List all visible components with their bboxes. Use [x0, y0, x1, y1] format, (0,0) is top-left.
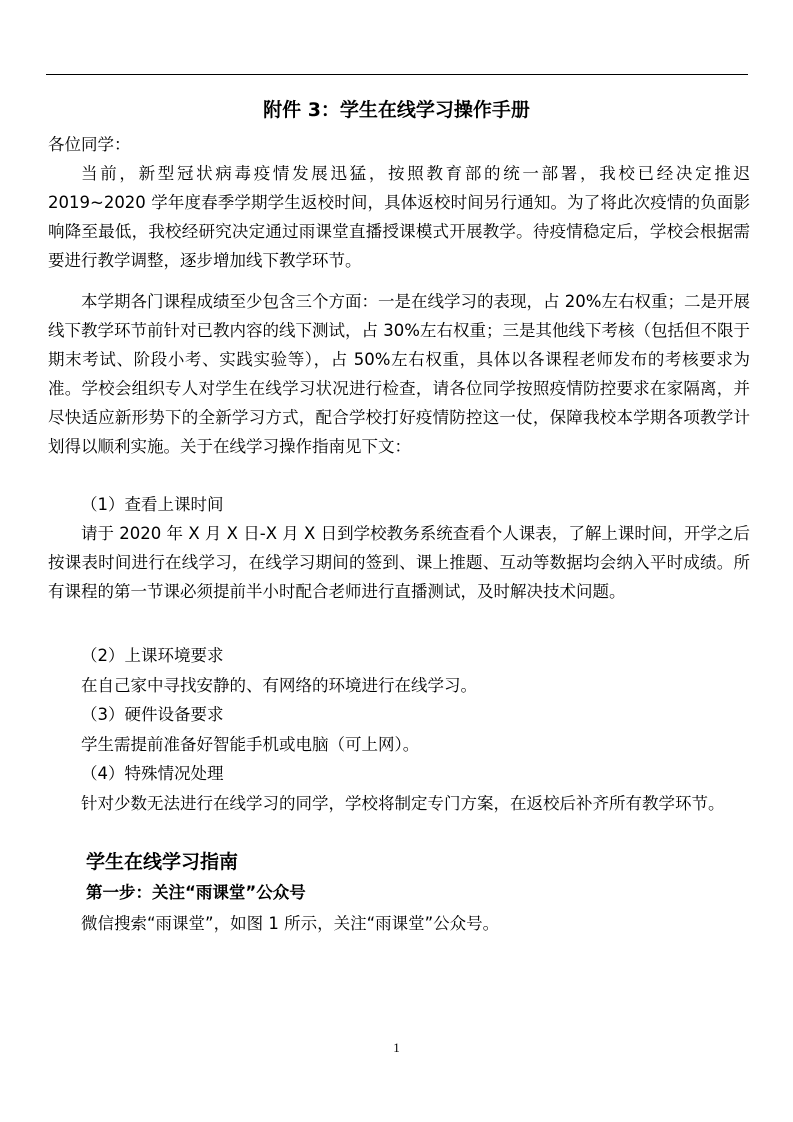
section-1-heading: （1）查看上课时间: [81, 495, 224, 514]
page-number: 1: [393, 1040, 400, 1055]
step-1-body: 微信搜索“雨课堂”，如图 1 所示，关注“雨课堂”公众号。: [81, 914, 500, 933]
section-2-body: 在自己家中寻找安静的、有网络的环境进行在线学习。: [81, 676, 477, 695]
section-3-heading: （3）硬件设备要求: [81, 705, 224, 724]
paragraph-intro: 当前，新型冠状病毒疫情发展迅猛，按照教育部的统一部署，我校已经决定推迟 2019~2020 学年度春季学期学生返校时间，具体返校时间另行通知。为了将此次疫情的负面影响降至最低，我校经研究决定通过雨课堂直播授课模式开展教学。待疫情稳定后，学校会根据需要进行教学调整，逐步增加线下教学环节。: [48, 164, 750, 270]
section-4-body: 针对少数无法进行在线学习的同学，学校将制定专门方案，在返校后补齐所有教学环节。: [81, 794, 725, 813]
section-1-body: 请于 2020 年 X 月 X 日-X 月 X 日到学校教务系统查看个人课表，了解上课时间，开学之后按课表时间进行在线学习，在线学习期间的签到、课上推题、互动等数据均会纳入平时成绩。所有课程的第一节课必须提前半小时配合老师进行直播测试，及时解决技术问题。: [48, 524, 750, 601]
greeting: 各位同学：: [48, 135, 131, 154]
section-4-heading: （4）特殊情况处理: [81, 764, 224, 783]
section-2-heading: （2）上课环境要求: [81, 646, 224, 665]
section-3-body: 学生需提前准备好智能手机或电脑（可上网）。: [81, 735, 420, 754]
step-1-title: 第一步：关注“雨课堂”公众号: [86, 883, 306, 902]
guide-title: 学生在线学习指南: [86, 851, 239, 873]
page-title: 附件 3：学生在线学习操作手册: [263, 99, 530, 121]
header-rule: [46, 74, 748, 75]
paragraph-grading: 本学期各门课程成绩至少包含三个方面：一是在线学习的表现，占 20%左右权重；二是开展线下教学环节前针对已教内容的线下测试，占 30%左右权重；三是其他线下考核（包括但不限于期末考试、阶段小考、实践实验等），占 50%左右权重，具体以各课程老师发布的考核要求为准。学校会组织专人对学生在线学习状况进行检查，请各位同学按照疫情防控要求在家隔离，并尽快适应新形势下的全新学习方式，配合学校打好疫情防控这一仗，保障我校本学期各项教学计划得以顺利实施。关于在线学习操作指南见下文：: [48, 292, 750, 456]
